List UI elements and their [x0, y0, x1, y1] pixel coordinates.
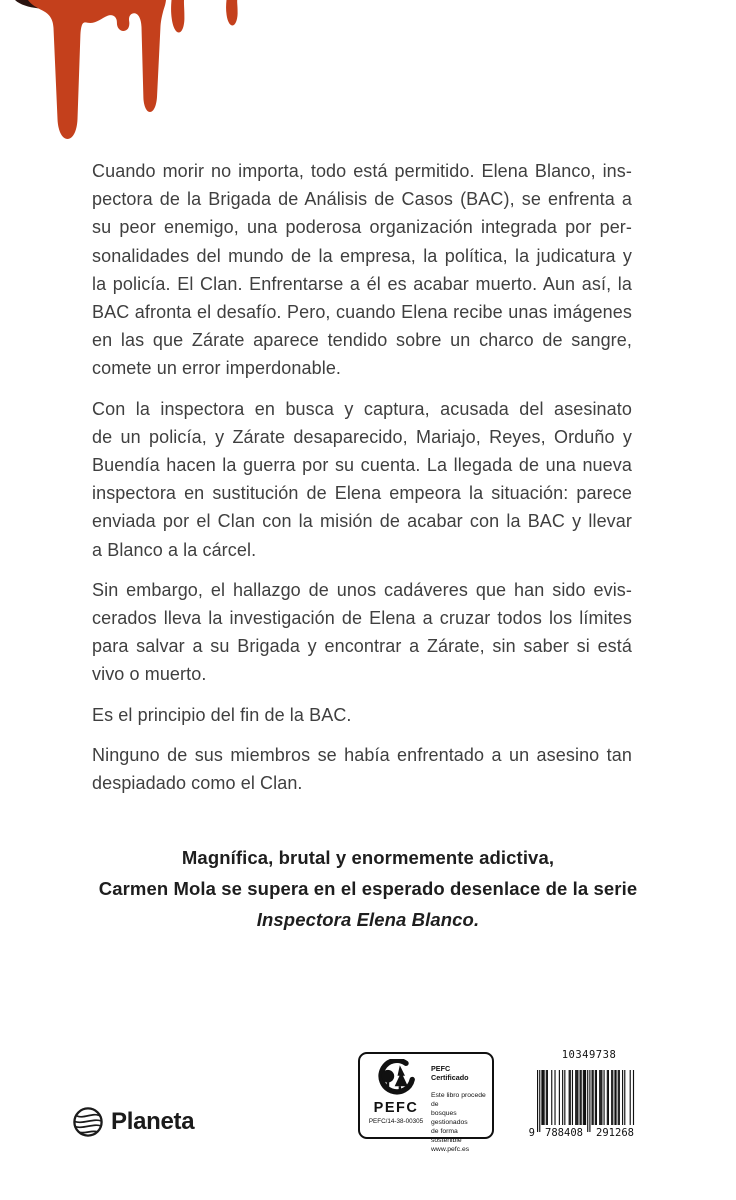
text-line: de un policía, y Zárate desaparecido, Mariajo, Reyes, Orduño y	[92, 426, 632, 447]
pefc-description-line: bosques gestionados	[431, 1110, 468, 1126]
barcode-bar	[551, 1070, 552, 1125]
barcode-bar	[596, 1070, 597, 1125]
blood-drip-small-2	[226, 0, 238, 26]
barcode-bar	[580, 1070, 581, 1125]
barcode-bar	[603, 1070, 604, 1125]
text-line: sonalidades del mundo de la empresa, la política, la judicatura y	[92, 245, 632, 266]
barcode-bar	[569, 1070, 570, 1125]
barcode-bar	[593, 1070, 594, 1125]
barcode-bar	[537, 1070, 538, 1132]
barcode-bar	[592, 1070, 593, 1125]
text-line: pectora de la Brigada de Análisis de Casos (BAC), se enfrenta a	[92, 189, 632, 210]
paragraph	[92, 576, 632, 689]
text-line: Ninguno de sus miembros se había enfrentado a un asesino tan	[92, 744, 632, 765]
barcode-bar	[618, 1070, 619, 1125]
pefc-logo-text: PEFC	[373, 1100, 419, 1116]
barcode-bar	[622, 1070, 623, 1125]
text-line: Buendía hacen la guerra por su cuenta. La llegada de una nueva	[92, 455, 632, 476]
barcode-bar	[544, 1070, 545, 1125]
pefc-logo-column	[366, 1059, 426, 1133]
endorsement-quote	[0, 842, 736, 935]
back-cover-text	[92, 157, 632, 809]
barcode-bar	[599, 1070, 600, 1125]
text-line: cerados lleva la investigación de Elena a cruzar todos los límites	[92, 608, 632, 629]
text-line: Con la inspectora en busca y captura, acusada del asesinato	[92, 398, 632, 419]
blood-drip-main-shape	[28, 0, 166, 139]
quote-line: Inspectora Elena Blanco.	[256, 909, 480, 930]
ean13-barcode	[515, 1070, 665, 1142]
text-line: BAC afronta el desafío. Pero, cuando Elena recibe unas imágenes	[92, 302, 632, 323]
pefc-description-line: Este libro procede de	[431, 1092, 486, 1108]
pefc-title: PEFC Certificado	[431, 1064, 469, 1082]
barcode-bar	[546, 1070, 547, 1125]
text-line: para salvar a su Brigada y encontrar a Zárate, sin saber si está	[92, 636, 632, 657]
text-line: su peor enemigo, una poderosa organización integrada por per-	[92, 217, 632, 238]
pefc-description	[431, 1091, 486, 1145]
barcode-bar	[547, 1070, 548, 1125]
barcode-bar	[595, 1070, 596, 1125]
planeta-globe-icon	[72, 1106, 104, 1138]
text-line: Es el principio del fin de la BAC.	[92, 704, 352, 725]
barcode-bar	[607, 1070, 608, 1125]
barcode-bar	[608, 1070, 609, 1125]
blood-drip-small-1	[171, 0, 184, 33]
text-line: la policía. El Clan. Enfrentarse a él es acabar muerto. Aun así, la	[92, 273, 632, 294]
publisher-name: Planeta	[111, 1108, 195, 1135]
barcode-bar	[581, 1070, 582, 1125]
barcode-bar	[564, 1070, 565, 1125]
pefc-license-code: PEFC/14-38-00305	[368, 1118, 424, 1125]
barcode-bar	[633, 1070, 634, 1125]
text-line: enviada por el Clan con la misión de acabar con la BAC y llevar	[92, 511, 632, 532]
barcode-bar	[541, 1070, 542, 1125]
paragraph	[92, 741, 632, 797]
barcode-bar	[600, 1070, 601, 1125]
pefc-certification-box	[358, 1052, 494, 1153]
text-line: en las que Zárate aparece tendido sobre un charco de sangre,	[92, 330, 632, 351]
barcode-block	[515, 1048, 665, 1148]
paragraph	[92, 395, 632, 564]
barcode-bar	[614, 1070, 615, 1125]
pefc-url: www.pefc.es	[431, 1146, 470, 1153]
publisher-logo	[72, 1106, 194, 1138]
barcode-bar	[577, 1070, 578, 1125]
barcode-bar	[585, 1070, 586, 1125]
barcode-bar	[630, 1070, 631, 1125]
quote-line: Carmen Mola se supera en el esperado desenlace de la serie	[98, 878, 638, 899]
barcode-bar	[575, 1070, 576, 1125]
text-line: vivo o muerto.	[92, 664, 207, 685]
barcode-bar	[554, 1070, 555, 1125]
barcode-bar	[576, 1070, 577, 1125]
paragraph	[92, 157, 632, 383]
text-line: inspectora en sustitución de Elena empeora la situación: parece	[92, 483, 632, 504]
barcode-bar	[587, 1070, 588, 1132]
text-line: Cuando morir no importa, todo está permitido. Elena Blanco, ins-	[92, 161, 632, 181]
barcode-bar	[583, 1070, 584, 1125]
barcode-bar	[619, 1070, 620, 1125]
barcode-bar	[570, 1070, 571, 1125]
barcode-bar	[572, 1070, 573, 1125]
text-line: despiadado como el Clan.	[92, 773, 303, 794]
pefc-logo-icon	[370, 1059, 422, 1101]
pefc-description-line: de forma sostenible	[431, 1128, 462, 1144]
paragraph	[92, 701, 632, 729]
barcode-bar	[612, 1070, 613, 1125]
text-line: a Blanco a la cárcel.	[92, 539, 257, 560]
barcode-bar	[539, 1070, 540, 1132]
pefc-text-column	[431, 1059, 486, 1153]
barcode-bar	[542, 1070, 543, 1125]
barcode-bar	[562, 1070, 563, 1125]
barcode-bar	[611, 1070, 612, 1125]
blood-splatter-graphic	[0, 0, 260, 150]
barcode-digits: 291268	[596, 1127, 634, 1139]
quote-line: Magnífica, brutal y enormemente adictiva,	[181, 847, 555, 868]
barcode-bar	[584, 1070, 585, 1125]
barcode-bar	[589, 1070, 590, 1132]
barcode-top-code: 10349738	[561, 1049, 617, 1061]
barcode-bar	[624, 1070, 625, 1125]
barcode-bar	[615, 1070, 616, 1125]
text-line: comete un error imperdonable.	[92, 358, 342, 379]
barcode-bar	[559, 1070, 560, 1125]
barcode-digits: 9	[528, 1127, 535, 1139]
text-line: Sin embargo, el hallazgo de unos cadáveres que han sido evis-	[92, 579, 632, 600]
barcode-digits: 788408	[545, 1127, 583, 1139]
barcode-bar	[601, 1070, 602, 1125]
